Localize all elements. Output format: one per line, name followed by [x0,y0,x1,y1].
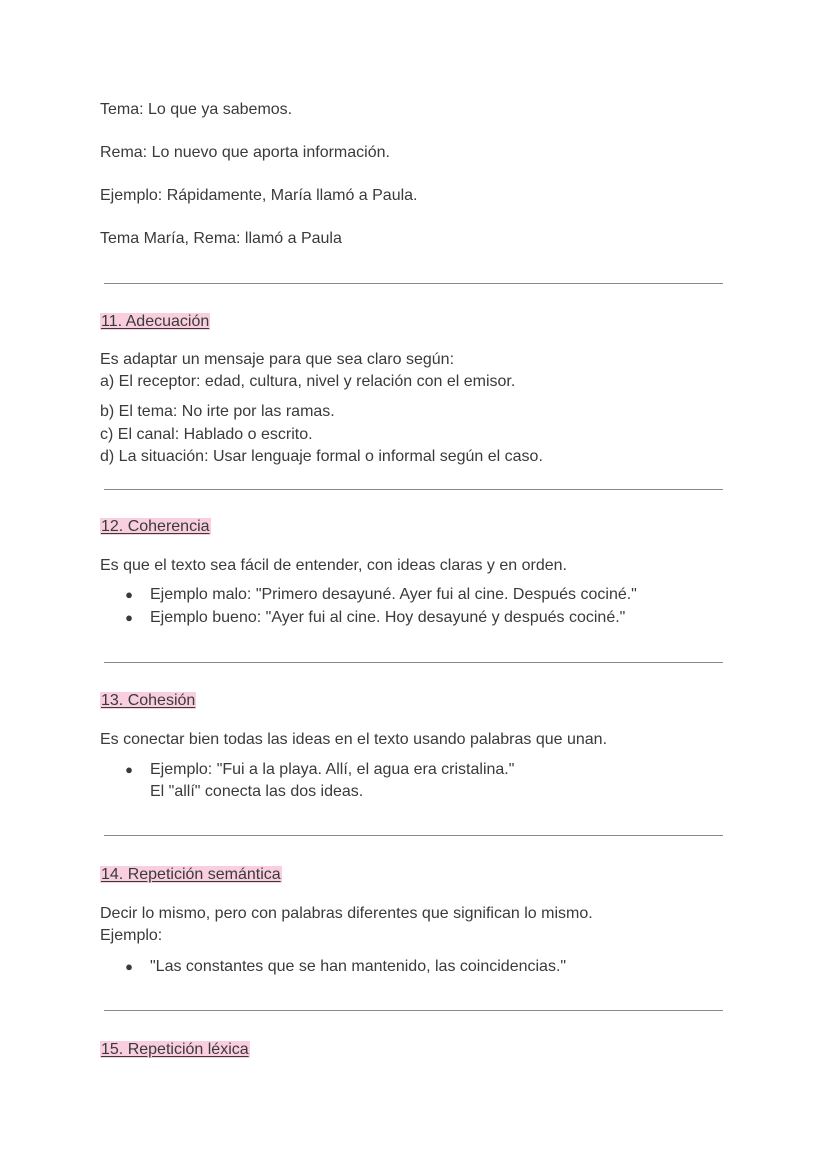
section-heading-cohesion [100,691,196,711]
cohesion-bullet: Ejemplo: "Fui a la playa. Allí, el agua era cristalina." [150,761,515,778]
adecuacion-item-d: d) La situación: Usar lenguaje formal o informal según el caso. [100,448,543,465]
rema-definition: Rema: Lo nuevo que aporta información. [100,144,390,161]
section-heading-repeticion-semantica [100,865,282,885]
coherencia-intro: Es que el texto sea fácil de entender, con ideas claras y en orden. [100,557,567,574]
bullet-icon: ● [125,959,133,974]
coherencia-bullet-good: Ejemplo bueno: "Ayer fui al cine. Hoy desayuné y después cociné." [150,609,626,626]
divider [104,1010,723,1011]
cohesion-bullet-note: El "allí" conecta las dos ideas. [150,783,364,800]
adecuacion-item-c: c) El canal: Hablado o escrito. [100,426,313,443]
coherencia-bullet-bad: Ejemplo malo: "Primero desayuné. Ayer fui al cine. Después cociné." [150,586,637,603]
example-analysis: Tema María, Rema: llamó a Paula [100,230,342,247]
repeticion-semantica-intro: Decir lo mismo, pero con palabras diferentes que significan lo mismo. [100,905,593,922]
heading-text: 15. Repetición léxica [101,1041,249,1058]
example-sentence: Ejemplo: Rápidamente, María llamó a Paula. [100,187,418,204]
heading-text: 13. Cohesión [101,692,196,709]
heading-text: 12. Coherencia [101,518,210,535]
section-heading-repeticion-lexica [100,1040,250,1060]
bullet-icon: ● [125,587,133,602]
repeticion-semantica-bullet: "Las constantes que se han mantenido, las coincidencias." [150,958,567,975]
bullet-icon: ● [125,610,133,625]
adecuacion-item-b: b) El tema: No irte por las ramas. [100,403,335,420]
divider [104,835,723,836]
cohesion-intro: Es conectar bien todas las ideas en el texto usando palabras que unan. [100,731,608,748]
bullet-icon: ● [125,762,133,777]
divider [104,489,723,490]
section-heading-coherencia [100,517,211,537]
heading-text: 14. Repetición semántica [101,866,281,883]
adecuacion-item-a: a) El receptor: edad, cultura, nivel y relación con el emisor. [100,373,516,390]
repeticion-semantica-example-label: Ejemplo: [100,927,163,944]
divider [104,662,723,663]
tema-definition: Tema: Lo que ya sabemos. [100,101,293,118]
heading-text: 11. Adecuación [101,313,210,330]
section-heading-adecuacion [100,312,210,332]
divider [104,283,723,284]
adecuacion-intro: Es adaptar un mensaje para que sea claro según: [100,351,455,368]
